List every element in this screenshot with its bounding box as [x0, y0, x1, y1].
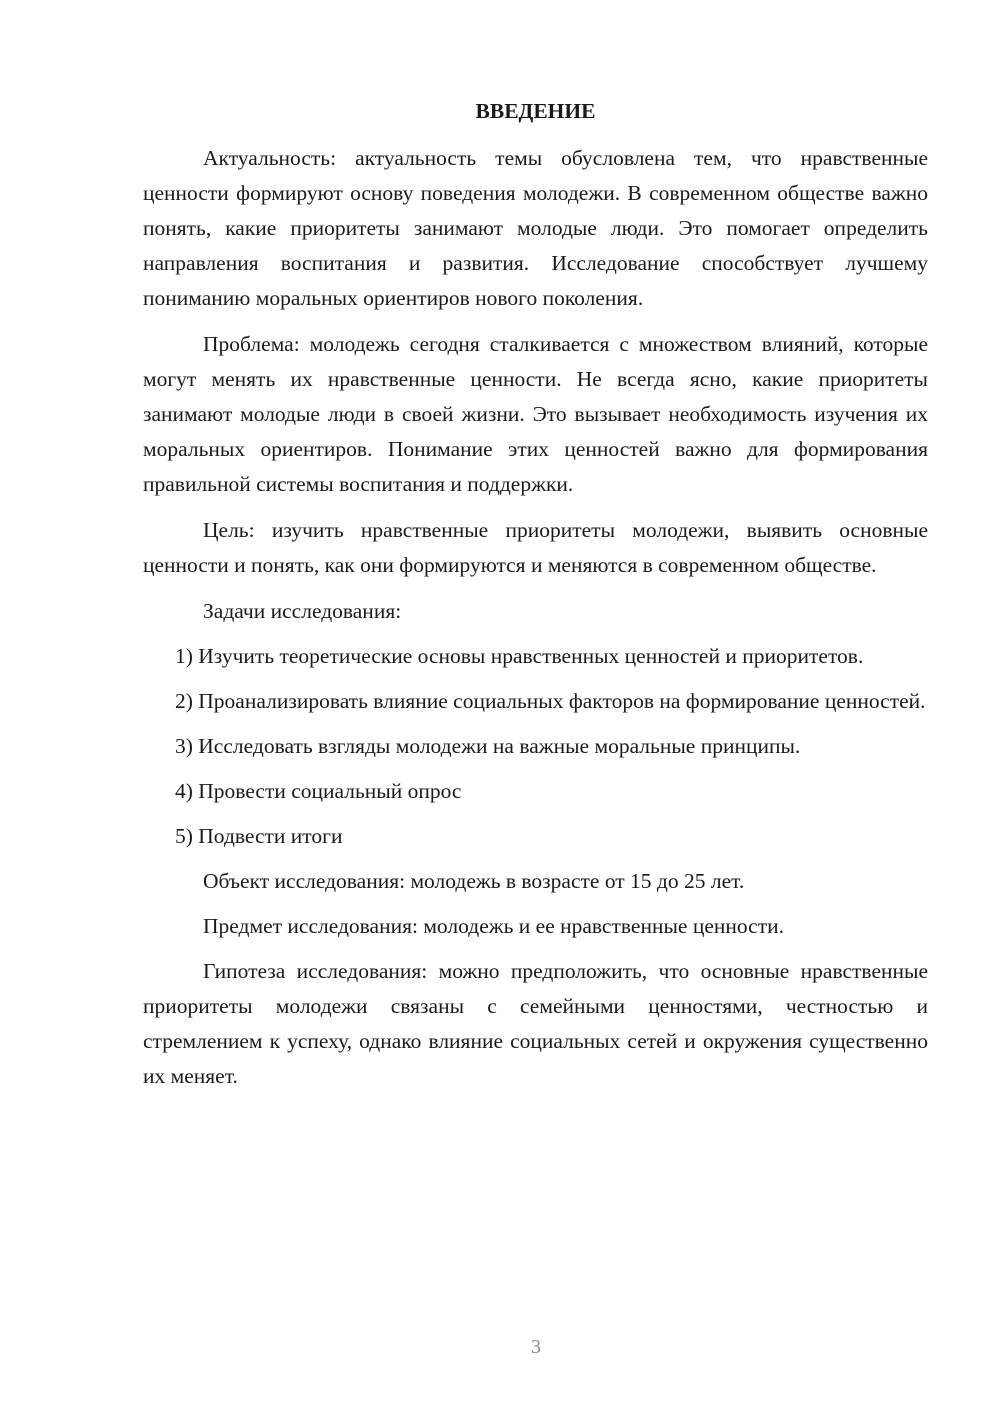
- task-item-4: 4) Провести социальный опрос: [175, 779, 462, 803]
- task-item-5: 5) Подвести итоги: [175, 824, 343, 848]
- paragraph-problem: Проблема: молодежь сегодня сталкивается с множеством влияний, которые могут менять их нравственные ценности. Не всегда ясно, какие приоритеты занимают молодые люди в своей жизни. Это вызывает необходимость изучения их моральных ориентиров. Понимание этих ценностей важно для формирования правильной системы воспитания и поддержки.: [143, 332, 928, 496]
- paragraph-goal: Цель: изучить нравственные приоритеты молодежи, выявить основные ценности и понять, как они формируются и меняются в современном обществе.: [143, 518, 928, 577]
- task-item-3: 3) Исследовать взгляды молодежи на важные моральные принципы.: [175, 734, 801, 758]
- task-item-2: 2) Проанализировать влияние социальных факторов на формирование ценностей.: [175, 689, 926, 713]
- task-item-1: 1) Изучить теоретические основы нравственных ценностей и приоритетов.: [175, 644, 864, 668]
- tasks-heading: Задачи исследования:: [203, 599, 402, 623]
- paragraph-hypothesis: Гипотеза исследования: можно предположить, что основные нравственные приоритеты молодежи связаны с семейными ценностями, честностью и стремлением к успеху, однако влияние социальных сетей и окружения существенно их меняет.: [143, 959, 928, 1088]
- page-number: 3: [531, 1336, 541, 1358]
- section-title: ВВЕДЕНИЕ: [475, 99, 596, 123]
- paragraph-object: Объект исследования: молодежь в возрасте от 15 до 25 лет.: [203, 869, 745, 893]
- paragraph-subject: Предмет исследования: молодежь и ее нравственные ценности.: [203, 914, 784, 938]
- document-body: [143, 96, 928, 1105]
- paragraph-relevance: Актуальность: актуальность темы обусловлена тем, что нравственные ценности формируют основу поведения молодежи. В современном обществе важно понять, какие приоритеты занимают молодые люди. Это помогает определить направления воспитания и развития. Исследование способствует лучшему пониманию моральных ориентиров нового поколения.: [143, 146, 928, 310]
